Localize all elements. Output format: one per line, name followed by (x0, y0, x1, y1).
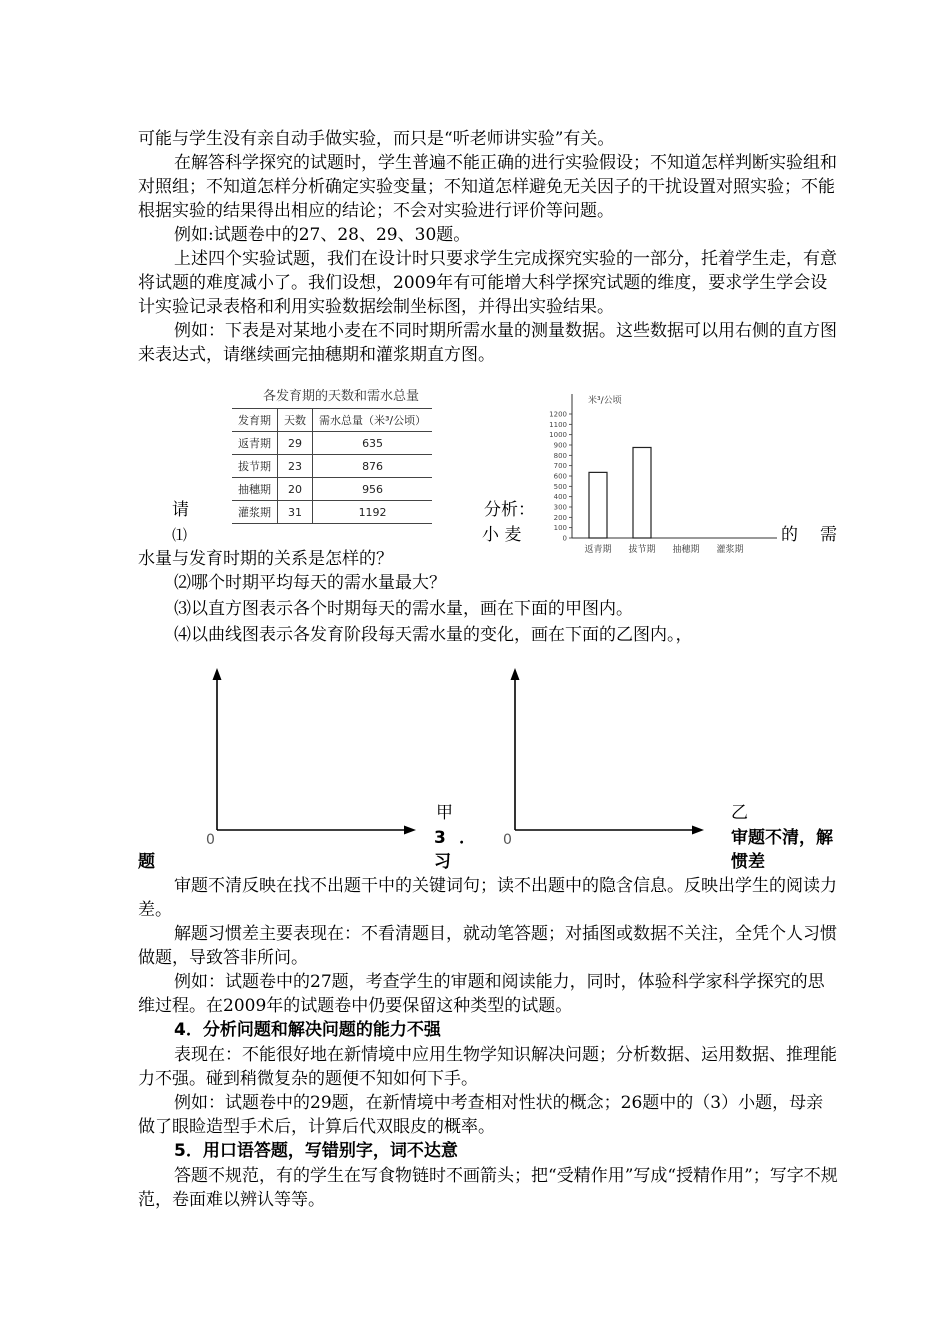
chart-y-tick-label: 900 (553, 441, 567, 450)
table-header: 需水总量（米³/公顷） (313, 409, 433, 432)
question-4: ⑷以曲线图表示各发育阶段每天需水量的变化，画在下面的乙图内。， (174, 625, 693, 645)
table-header: 发育期 (232, 409, 278, 432)
table-cell: 灌浆期 (232, 501, 278, 524)
water-bar-chart (536, 388, 786, 563)
chart-y-tick-label: 800 (553, 451, 567, 460)
table-cell: 23 (278, 455, 313, 478)
chart-y-tick-label: 200 (553, 513, 567, 522)
blank-axes-yi (500, 662, 710, 842)
table-cell: 拔节期 (232, 455, 278, 478)
table-cell: 876 (313, 455, 433, 478)
table-title: 各发育期的天数和需水总量 (262, 389, 419, 404)
table-row (232, 455, 432, 478)
chart-y-tick-label: 600 (553, 472, 567, 481)
table-cell: 635 (313, 432, 433, 455)
chart-x-tick-label: 拔节期 (628, 545, 656, 555)
chart-y-tick-label: 0 (562, 534, 567, 543)
paragraph-4: 上述四个实验试题，我们在设计时只要求学生完成探究实验的一部分，托着学生走，有意将试题的难度减小了。我们设想，2009年有可能增大科学探究试题的维度，要求学生学会设计实验记录表格和利用实验数据绘制坐标图，并得出实验结果。 (138, 249, 837, 317)
chart-x-tick-label: 灌浆期 (716, 545, 744, 555)
chart-x-tick-label: 抽穗期 (672, 545, 700, 555)
paragraph-5: 例如：下表是对某地小麦在不同时期所需水量的测量数据。这些数据可以用右侧的直方图来表达式，请继续画完抽穗期和灌浆期直方图。 (138, 321, 837, 365)
axis-y-arrow (511, 668, 520, 680)
chart-y-tick-label: 300 (553, 503, 567, 512)
axis-x-arrow (692, 826, 704, 835)
blank-axes-jia (200, 662, 420, 842)
water-table (232, 408, 432, 524)
section-3-paragraph-3: 例如：试题卷中的27题，考查学生的审题和阅读能力，同时，体验科学家科学探究的思维过程。在2009年的试题卷中仍要保留这种类型的试题。 (138, 972, 825, 1016)
question-xu: 需 (820, 525, 837, 545)
yi-label: 乙 (731, 803, 748, 823)
section-3-dot: ． (459, 828, 476, 848)
question-1-number: ⑴ (172, 526, 188, 544)
table-cell: 20 (278, 478, 313, 501)
table-cell: 返青期 (232, 432, 278, 455)
section-5-title: 5．用口语答题，写错别字，词不达意 (174, 1141, 458, 1161)
paragraph-1: 可能与学生没有亲自动手做实验，而只是“听老师讲实验”有关。 (138, 129, 615, 149)
section-3-title-b: 惯差 (731, 852, 765, 872)
section-3-number: 3 (434, 828, 446, 848)
table-cell: 31 (278, 501, 313, 524)
table-row (232, 478, 432, 501)
question-3: ⑶以直方图表示各个时期每天的需水量，画在下面的甲图内。 (174, 599, 633, 619)
origin-zero-yi: 0 (503, 832, 512, 848)
section-4-paragraph-1: 表现在：不能很好地在新情境中应用生物学知识解决问题；分析数据、运用数据、推理能力不强。碰到稍微复杂的题便不知如何下手。 (138, 1045, 837, 1089)
section-3-xi: 习 (434, 852, 451, 872)
question-de: 的 (781, 525, 798, 545)
jia-label: 甲 (436, 803, 453, 823)
table-row (232, 432, 432, 455)
chart-bar (589, 472, 607, 538)
paragraph-2: 在解答科学探究的试题时，学生普遍不能正确的进行实验假设；不知道怎样判断实验组和对照组；不知道怎样分析确定实验变量；不知道怎样避免无关因子的干扰设置对照实验；不能根据实验的结果得出相应的结论；不会对实验进行评价等问题。 (138, 153, 837, 221)
question-fenxi: 分析： (484, 500, 535, 520)
table-cell: 1192 (313, 501, 433, 524)
table-cell: 抽穗期 (232, 478, 278, 501)
chart-y-tick-label: 1000 (549, 431, 567, 440)
section-5-paragraph-1: 答题不规范，有的学生在写食物链时不画箭头；把“受精作用”写成“授精作用”；写字不规范，卷面难以辨认等等。 (138, 1166, 838, 1210)
section-4-title: 4．分析问题和解决问题的能力不强 (174, 1020, 441, 1040)
table-row (232, 501, 432, 524)
question-qing: 请 (172, 500, 189, 520)
table-cell: 956 (313, 478, 433, 501)
section-3-paragraph-1: 审题不清反映在找不出题干中的关键词句；读不出题中的隐含信息。反映出学生的阅读力差。 (138, 876, 837, 920)
axis-y-arrow (213, 668, 222, 680)
section-3-paragraph-2: 解题习惯差主要表现在：不看清题目，就动笔答题；对插图或数据不关注，全凭个人习惯做题，导致答非所问。 (138, 924, 837, 968)
origin-zero-jia: 0 (206, 832, 215, 848)
chart-y-tick-label: 400 (553, 493, 567, 502)
table-header: 天数 (278, 409, 313, 432)
water-table-figure (232, 385, 460, 524)
chart-y-tick-label: 100 (553, 524, 567, 533)
question-1-continuation: 水量与发育时期的关系是怎样的？ (138, 549, 393, 569)
table-cell: 29 (278, 432, 313, 455)
chart-y-tick-label: 1100 (549, 420, 567, 429)
paragraph-3: 例如:试题卷中的27、28、29、30题。 (174, 225, 471, 245)
question-xiaomai: 小 麦 (482, 525, 522, 545)
chart-y-tick-label: 500 (553, 482, 567, 491)
section-3-title-a: 审题不清，解 (731, 828, 833, 848)
chart-x-tick-label: 返青期 (584, 545, 612, 555)
chart-y-tick-label: 700 (553, 462, 567, 471)
axis-x-arrow (404, 826, 416, 835)
chart-y-axis-label: 米³/公顷 (588, 396, 622, 406)
chart-bar (633, 447, 651, 538)
section-3-ti: 题 (138, 852, 155, 872)
question-2: ⑵哪个时期平均每天的需水量最大？ (174, 573, 446, 593)
section-4-paragraph-2: 例如：试题卷中的29题，在新情境中考查相对性状的概念；26题中的（3）小题，母亲做了眼睑造型手术后，计算后代双眼皮的概率。 (138, 1093, 824, 1137)
chart-y-tick-label: 1200 (549, 410, 567, 419)
